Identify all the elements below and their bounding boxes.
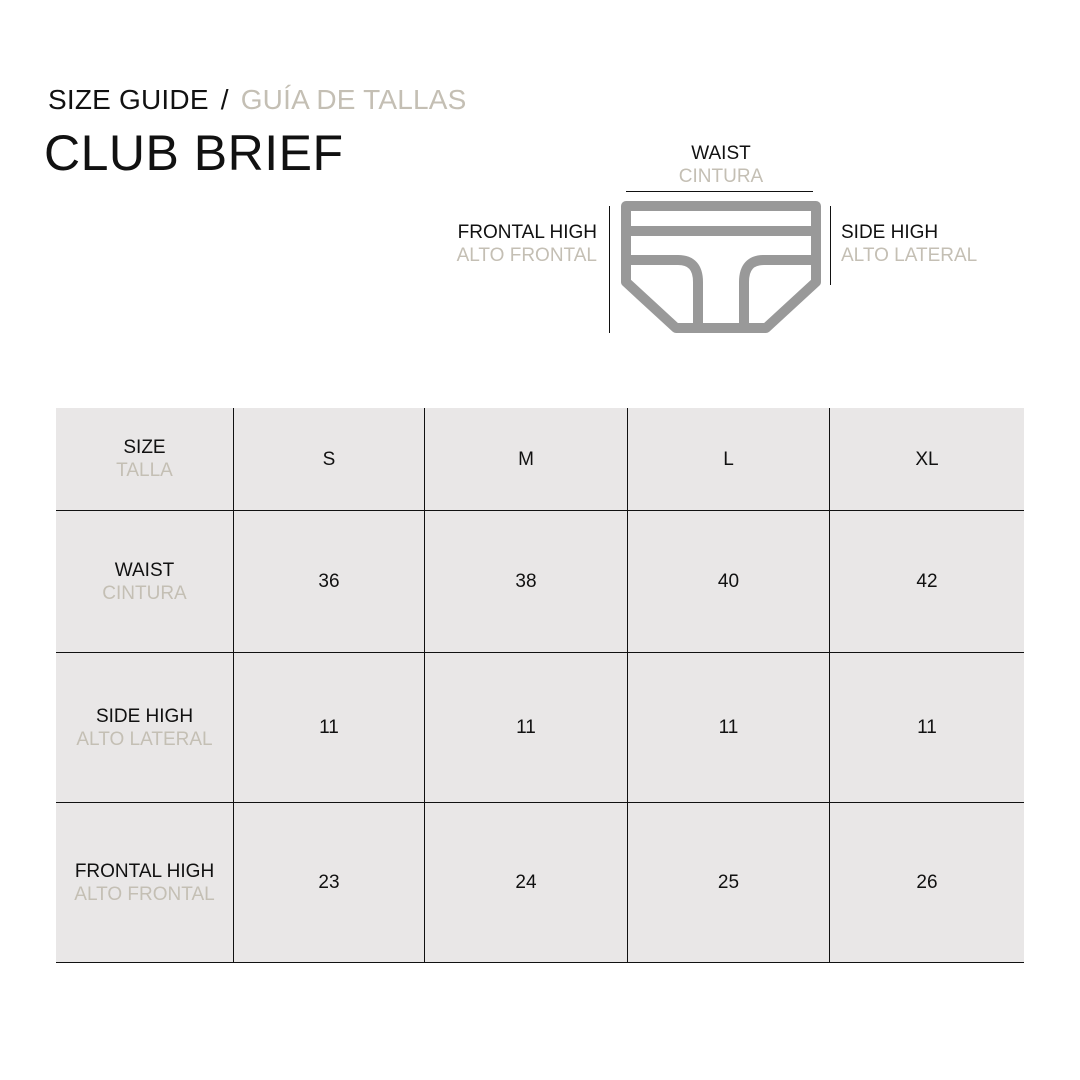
frontal-high-row-es: ALTO FRONTAL	[74, 883, 215, 905]
frontal-high-l-value: 25	[717, 872, 740, 893]
side-high-s-cell	[233, 653, 424, 803]
side-label-es: ALTO LATERAL	[841, 245, 978, 266]
frontal-diagram-label	[430, 221, 597, 267]
frontal-label-es: ALTO FRONTAL	[456, 245, 597, 266]
size-header-en: SIZE	[123, 437, 166, 458]
size-xl-header	[829, 408, 1024, 511]
waist-s-cell	[233, 511, 424, 653]
size-guide-title-en: SIZE GUIDE	[48, 84, 209, 115]
frontal-high-s-value: 23	[318, 872, 340, 893]
frontal-high-xl-cell	[829, 803, 1024, 962]
side-high-l-cell	[627, 653, 829, 803]
side-measure-line	[830, 206, 831, 285]
waist-row-es: CINTURA	[102, 582, 187, 604]
product-title: CLUB BRIEF	[44, 125, 344, 181]
waist-xl-value: 42	[916, 571, 938, 592]
size-guide-heading	[48, 84, 467, 116]
waist-m-cell	[424, 511, 627, 653]
waist-row-label	[56, 511, 233, 653]
size-header-cell	[56, 408, 233, 511]
size-m-label: M	[518, 448, 534, 470]
side-high-xl-cell	[829, 653, 1024, 803]
size-m-header	[424, 408, 627, 511]
frontal-high-row-en: FRONTAL HIGH	[74, 860, 215, 882]
waist-measure-line	[626, 191, 813, 192]
waist-l-cell	[627, 511, 829, 653]
frontal-label-en: FRONTAL HIGH	[457, 222, 597, 243]
frontal-measure-line	[609, 206, 610, 333]
title-separator: /	[220, 84, 229, 115]
waist-xl-cell	[829, 511, 1024, 653]
side-high-row-en: SIDE HIGH	[95, 705, 194, 727]
waist-m-value: 38	[515, 571, 537, 592]
size-l-label: L	[723, 448, 734, 470]
frontal-high-m-cell	[424, 803, 627, 962]
side-high-xl-value: 11	[917, 717, 937, 738]
size-s-header	[233, 408, 424, 511]
side-high-m-cell	[424, 653, 627, 803]
waist-row-en: WAIST	[114, 559, 175, 581]
size-l-header	[627, 408, 829, 511]
size-table	[56, 408, 1024, 963]
frontal-high-row-label	[56, 803, 233, 962]
side-high-row-label	[56, 653, 233, 803]
waist-s-value: 36	[318, 571, 340, 592]
side-label-en: SIDE HIGH	[841, 222, 939, 243]
side-high-s-value: 11	[319, 717, 339, 738]
frontal-high-xl-value: 26	[916, 872, 938, 893]
side-diagram-label	[841, 221, 977, 267]
waist-label-en: WAIST	[691, 143, 751, 164]
side-high-m-value: 11	[516, 717, 536, 738]
frontal-high-s-cell	[233, 803, 424, 962]
waist-diagram-label	[626, 142, 816, 188]
side-high-row-es: ALTO LATERAL	[76, 728, 213, 750]
frontal-high-m-value: 24	[515, 872, 537, 893]
size-s-label: S	[322, 448, 336, 470]
frontal-high-l-cell	[627, 803, 829, 962]
side-high-l-value: 11	[718, 717, 739, 738]
waist-label-es: CINTURA	[678, 166, 764, 187]
size-xl-label: XL	[915, 448, 939, 470]
waist-l-value: 40	[717, 571, 740, 592]
size-header-es: TALLA	[116, 460, 173, 481]
brief-icon	[618, 200, 824, 334]
size-guide-title-es: GUÍA DE TALLAS	[240, 84, 467, 115]
